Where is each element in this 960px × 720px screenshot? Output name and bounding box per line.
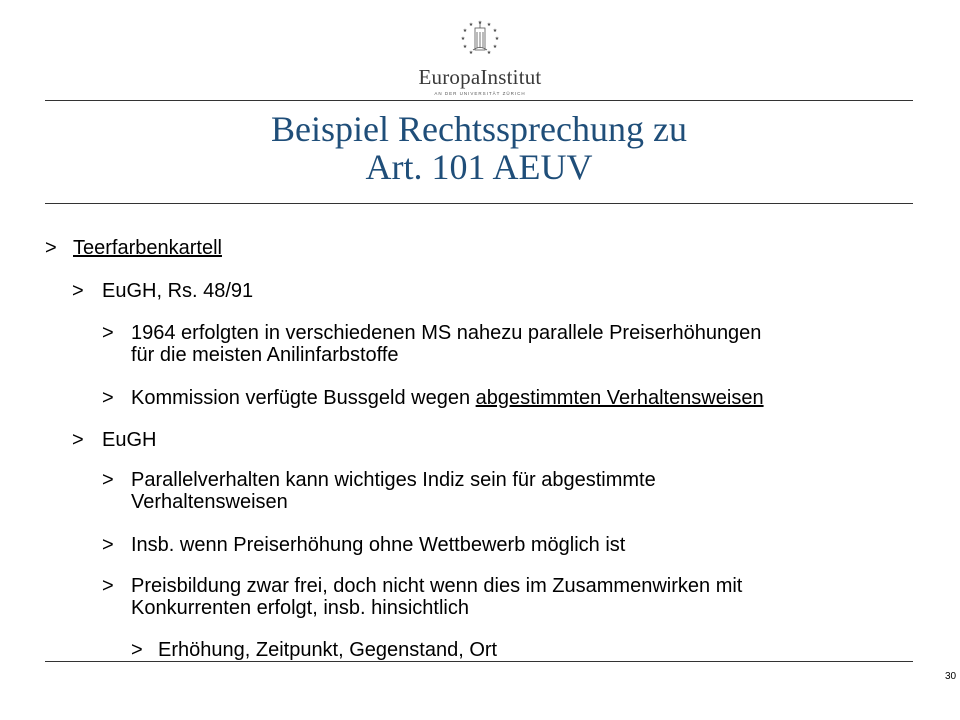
bullet-marker: > — [131, 639, 143, 661]
bullet-marker: > — [102, 322, 114, 344]
bullet-marker: > — [72, 429, 84, 451]
bullet-marker: > — [102, 387, 114, 409]
bullet-text-line2: Verhaltensweisen — [131, 491, 288, 513]
bottom-divider — [45, 661, 913, 662]
bullet-marker: > — [72, 280, 84, 302]
slide-title-line1: Beispiel Rechtssprechung zu — [271, 109, 687, 149]
bullet-text-line2: für die meisten Anilinfarbstoffe — [131, 344, 399, 366]
svg-text:★: ★ — [462, 28, 468, 34]
logo-name: EuropaInstitut — [418, 65, 542, 89]
bullet-marker: > — [102, 534, 114, 556]
bullet-text — [131, 387, 764, 409]
svg-text:★: ★ — [492, 28, 498, 34]
bullet-text-line1: Parallelverhalten kann wichtiges Indiz sein für abgestimmte — [131, 469, 656, 491]
svg-text:★: ★ — [468, 22, 474, 28]
bullet-text: Insb. wenn Preiserhöhung ohne Wettbewerb möglich ist — [131, 534, 626, 556]
svg-text:★: ★ — [462, 44, 468, 50]
bullet-text: Teerfarbenkartell — [73, 237, 222, 259]
bullet-marker: > — [45, 237, 57, 259]
page-number: 30 — [945, 671, 957, 682]
bullet-text-line1: Preisbildung zwar frei, doch nicht wenn dies im Zusammenwirken mit — [131, 575, 743, 597]
bullet-marker: > — [102, 469, 114, 491]
bullet-text: EuGH, Rs. 48/91 — [102, 280, 254, 302]
svg-text:★: ★ — [468, 50, 474, 56]
svg-text:★: ★ — [492, 44, 498, 50]
bullet-text: Erhöhung, Zeitpunkt, Gegenstand, Ort — [158, 639, 498, 661]
svg-text:★: ★ — [486, 22, 492, 28]
svg-text:★: ★ — [460, 36, 466, 42]
svg-text:★: ★ — [477, 20, 483, 26]
slide-title-line2: Art. 101 AEUV — [365, 147, 593, 187]
bullet-text-line1: 1964 erfolgten in verschiedenen MS nahezu parallele Preiserhöhungen — [131, 322, 762, 344]
svg-text:★: ★ — [494, 36, 500, 42]
bullet-text: EuGH — [102, 429, 157, 451]
bullet-text-underlined: abgestimmten Verhaltensweisen — [475, 387, 764, 409]
bullet-marker: > — [102, 575, 114, 597]
bullet-text-line2: Konkurrenten erfolgt, insb. hinsichtlich — [131, 597, 469, 619]
bullet-text-plain: Kommission verfügte Bussgeld wegen — [131, 387, 476, 409]
svg-text:★: ★ — [486, 50, 492, 56]
logo-subtitle: AN DER UNIVERSITÄT ZÜRICH — [434, 91, 526, 96]
